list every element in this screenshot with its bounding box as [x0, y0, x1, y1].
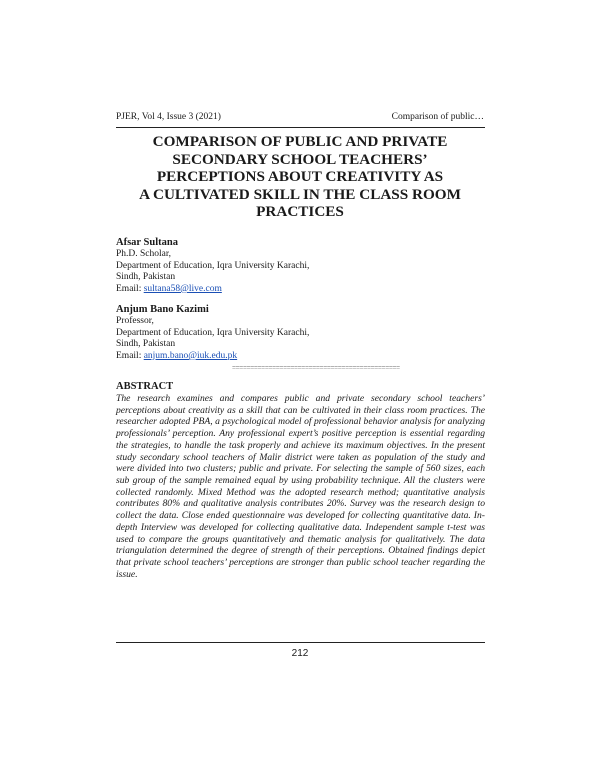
author-location: Sindh, Pakistan	[116, 339, 176, 350]
section-separator: ==============================================	[232, 364, 400, 372]
title-line: SECONDARY SCHOOL TEACHERS’	[172, 150, 428, 168]
short-title: Comparison of public…	[391, 112, 484, 122]
header-rule	[116, 127, 485, 128]
author-block-anjum-bano-kazimi	[116, 303, 309, 362]
email-label: Email:	[116, 283, 144, 294]
title-line: COMPARISON OF PUBLIC AND PRIVATE	[152, 133, 448, 150]
author-position: Professor,	[116, 316, 154, 326]
abstract-heading: ABSTRACT	[116, 381, 174, 392]
title-line: A CULTIVATED SKILL IN THE CLASS ROOM	[139, 185, 461, 203]
author-location: Sindh, Pakistan	[116, 272, 176, 283]
author-department: Department of Education, Iqra University Karachi,	[116, 327, 310, 338]
paper-title	[110, 133, 490, 221]
running-header	[116, 112, 484, 122]
author-block-afsar-sultana	[116, 236, 309, 295]
author-email-line	[116, 351, 309, 363]
title-line: PRACTICES	[256, 203, 344, 221]
footer-rule	[116, 642, 485, 643]
title-line: PERCEPTIONS ABOUT CREATIVITY AS	[156, 168, 444, 186]
page-number: 212	[291, 648, 309, 659]
abstract-text: The research examines and compares public and private secondary school teachers’ perceptions about creativity as a skill that can be cultivated in their class room practices. The researcher adopted PBA, a psychological model of professional behavior analysis for analyzing professionals’ perception. Any professional expert’s positive perception is essential regarding the strategies, to handle the task properly and achieve its maximum objectives. In the present study secondary school teachers of Malir district were taken as population of the study and were divided into two clusters; public and private. For selecting the sample of 560 sizes, each sub group of the sample remained equal by using probability technique. All the clusters were collected randomly. Mixed Method was the adopted research method; quantitative analysis contributes 80% and qualitative analysis contributes 20%. Survey was the research design to collect the data. Close ended questionnaire was developed for collecting quantitative data. In-depth Interview was developed for collecting qualitative data. Independent sample t-test was used to compare the groups quantitatively and thematic analysis for qualitatively. The data triangulation determined the degree of strength of their perceptions. Obtained findings depict that private school teachers’ perceptions are stronger than public school teacher regarding the issue.	[116, 393, 485, 580]
author-name: Afsar Sultana	[116, 237, 178, 248]
author-email-link[interactable]: anjum.bano@iuk.edu.pk	[143, 350, 238, 361]
email-label: Email:	[116, 350, 144, 361]
author-position: Ph.D. Scholar,	[116, 249, 172, 259]
author-name: Anjum Bano Kazimi	[116, 304, 209, 315]
author-email-line	[116, 284, 309, 296]
author-department: Department of Education, Iqra University Karachi,	[116, 260, 310, 271]
author-email-link[interactable]: sultana58@live.com	[143, 283, 222, 294]
journal-citation: PJER, Vol 4, Issue 3 (2021)	[116, 112, 221, 122]
